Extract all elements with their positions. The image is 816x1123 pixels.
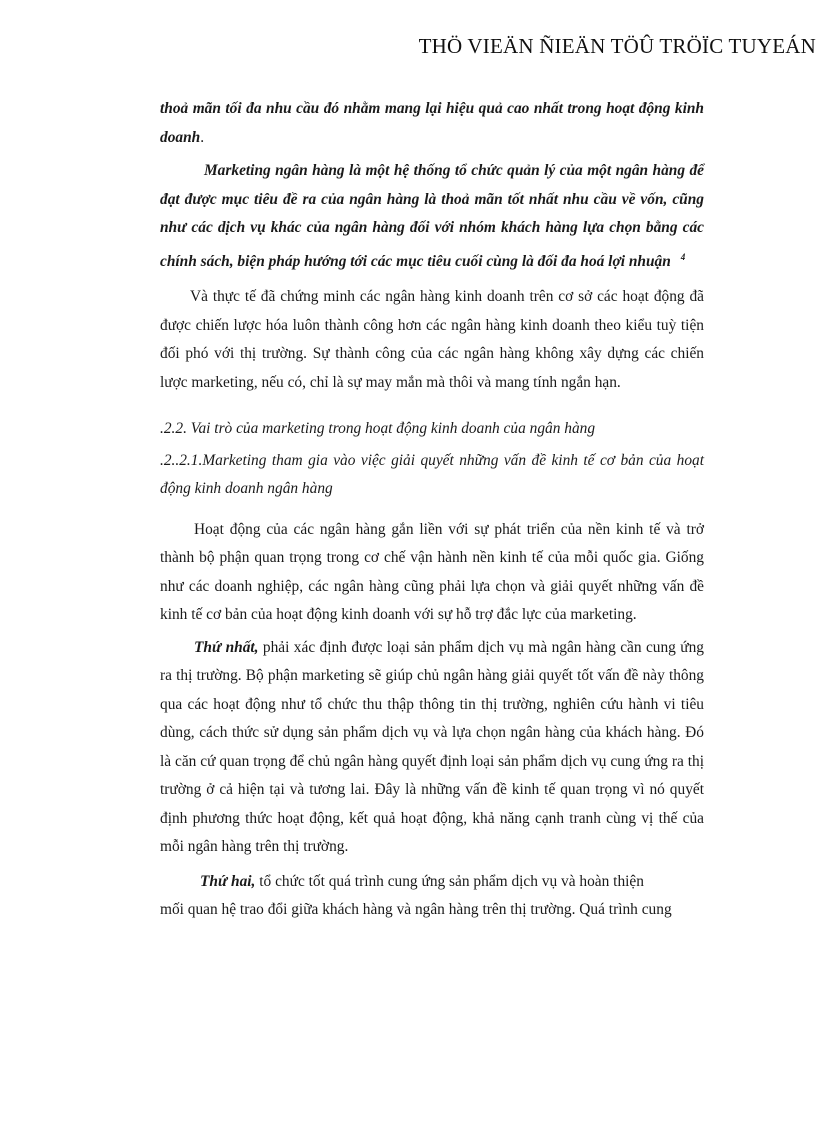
lead-phrase: Thứ nhất,: [194, 638, 259, 656]
paragraph-strategy: Và thực tế đã chứng minh các ngân hàng kinh doanh trên cơ sở các hoạt động đã được chiến lược hóa luôn thành công hơn các ngân hàng kinh doanh theo kiểu tuỳ tiện đối phó với thị trường. Sự thành công của các ngân hàng không xây dựng các chiến lược marketing, nếu có, chỉ là sự may mắn mà thôi và mang tính ngắn hạn.: [160, 288, 704, 391]
paragraph-text: phải xác định được loại sản phẩm dịch vụ mà ngân hàng cần cung ứng ra thị trường. Bộ phận marketing sẽ giúp chủ ngân hàng giải quyết tốt vấn đề này thông qua các hoạt động như tổ chức thu thập thông tin thị trường, nghiên cứu hành vi tiêu dùng, cách thức sử dụng sản phẩm dịch vụ và lựa chọn ngân hàng của khách hàng. Đó là căn cứ quan trọng để chủ ngân hàng quyết định loại sản phẩm dịch vụ cung ứng ra thị trường ở cả hiện tại và tương lai. Đây là những vấn đề kinh tế quan trọng vì nó quyết định phương thức hoạt động, kết quả hoạt động, khả năng cạnh tranh cùng vị thế của mỗi ngân hàng trên thị trường.: [160, 638, 704, 855]
lead-phrase: Thứ hai,: [200, 872, 256, 890]
section-heading-2-2-1: .2..2.1.Marketing tham gia vào việc giải quyết những vấn đề kinh tế cơ bản của hoạt động kinh doanh ngân hàng: [160, 451, 704, 497]
paragraph-banking-role: Hoạt động của các ngân hàng gắn liền với sự phát triển của nền kinh tế và trở thành bộ phận quan trọng trong cơ chế vận hành nền kinh tế của mỗi quốc gia. Giống như các doanh nghiệp, các ngân hàng cũng phải lựa chọn và giải quyết những vấn đề kinh tế cơ bản của hoạt động kinh doanh với sự hỗ trợ đắc lực của marketing.: [160, 520, 704, 623]
period: .: [200, 128, 205, 146]
paragraph-first-point: [160, 634, 704, 862]
footnote-marker: 4: [680, 251, 686, 262]
paragraph-second-point: [160, 868, 704, 897]
paragraph-text: thoả mãn tối đa nhu cầu đó nhằm mang lại hiệu quả cao nhất trong hoạt động kinh doanh: [160, 100, 704, 146]
section-heading-2-2: .2.2. Vai trò của marketing trong hoạt động kinh doanh của ngân hàng: [160, 420, 596, 437]
paragraph-definition-end: [160, 95, 704, 152]
paragraph-text: Marketing ngân hàng là một hệ thống tổ chức quản lý của một ngân hàng để đạt được mục tiêu đề ra của ngân hàng là thoả mãn tốt nhất nhu cầu về vốn, cũng như các dịch vụ khác của ngân hàng đối với nhóm khách hàng lựa chọn bằng các chính sách, biện pháp hướng tới các mục tiêu cuối cùng là đối đa hoá lợi nhuận: [160, 162, 704, 270]
page-header: THÖ VIEÄN ÑIEÄN TÖÛ TRÖÏC TUYEÁN: [418, 34, 816, 58]
paragraph-second-point-continued: mối quan hệ trao đổi giữa khách hàng và ngân hàng trên thị trường. Quá trình cung: [160, 901, 672, 918]
paragraph-marketing-definition: [160, 157, 704, 276]
document-body: [160, 95, 704, 925]
paragraph-text: tổ chức tốt quá trình cung ứng sản phẩm dịch vụ và hoàn thiện: [255, 872, 644, 890]
